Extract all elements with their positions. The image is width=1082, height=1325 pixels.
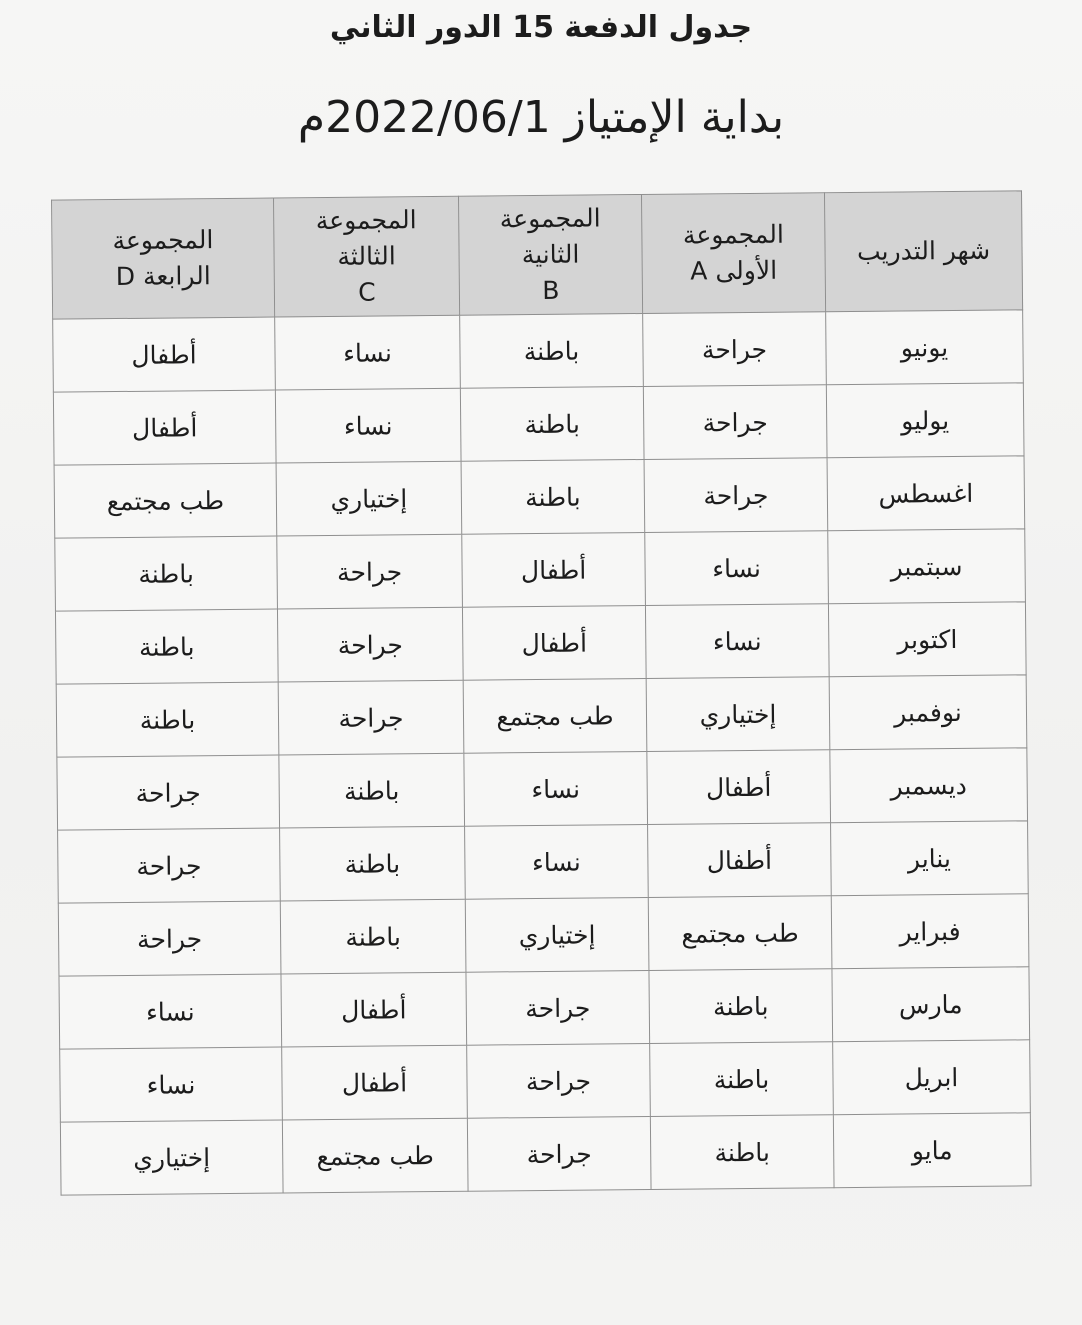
group-b-cell: جراحة <box>467 1043 651 1118</box>
group-a-cell: طب مجتمع <box>648 896 832 971</box>
group-b-cell: باطنة <box>461 459 645 534</box>
group-d-cell: أطفال <box>53 317 276 392</box>
schedule-table-wrapper <box>52 190 1032 1194</box>
group-c-cell: جراحة <box>277 607 463 682</box>
header-text-line: C <box>358 277 376 307</box>
month-cell: يونيو <box>826 310 1024 385</box>
header-text-line: B <box>542 275 560 306</box>
table-row <box>57 748 1028 830</box>
group-b-cell: باطنة <box>460 386 644 461</box>
header-text-line: شهر التدريب <box>856 235 991 266</box>
month-cell: اغسطس <box>827 456 1025 531</box>
table-row <box>55 602 1026 684</box>
group-d-cell: باطنة <box>55 609 278 684</box>
group-c-cell: باطنة <box>280 899 466 974</box>
header-text-line: الثانية <box>521 239 580 270</box>
month-cell: سبتمبر <box>828 529 1026 604</box>
group-c-cell: أطفال <box>282 1045 468 1120</box>
group-d-cell: نساء <box>59 974 282 1049</box>
group-b-cell: إختياري <box>465 897 649 972</box>
group-a-cell: نساء <box>645 604 829 679</box>
group-c-cell: نساء <box>275 315 461 390</box>
group-d-cell: جراحة <box>58 828 281 903</box>
group-a-cell: باطنة <box>649 969 833 1044</box>
group-b-cell: أطفال <box>462 532 646 607</box>
table-row <box>55 529 1026 611</box>
group-b-cell: باطنة <box>460 313 644 388</box>
month-cell: مارس <box>832 967 1030 1042</box>
group-a-cell: أطفال <box>647 750 831 825</box>
group-b-cell: أطفال <box>462 605 646 680</box>
table-row <box>53 310 1024 392</box>
schedule-table-header <box>52 191 1023 319</box>
table-row <box>58 894 1029 976</box>
month-cell: مايو <box>833 1113 1031 1188</box>
group-a-cell: جراحة <box>643 312 827 387</box>
group-a-cell: باطنة <box>650 1042 834 1117</box>
group-d-cell: نساء <box>60 1047 283 1122</box>
group-a-cell: باطنة <box>650 1115 834 1190</box>
header-text-line: المجموعة <box>499 203 601 233</box>
month-cell: يناير <box>831 821 1029 896</box>
group-c-cell: جراحة <box>278 680 464 755</box>
internship-start-date: بداية الإمتياز 2022/06/1م <box>297 92 785 143</box>
month-cell: اكتوبر <box>828 602 1026 677</box>
header-text-line: المجموعة <box>112 224 214 255</box>
group-c-cell: باطنة <box>279 753 465 828</box>
header-text-line: المجموعة <box>682 219 784 250</box>
table-row <box>53 383 1024 465</box>
group-a-cell: جراحة <box>643 385 827 460</box>
group-d-cell: جراحة <box>57 755 280 830</box>
group-c-cell: طب مجتمع <box>282 1118 468 1193</box>
group-d-cell: باطنة <box>56 682 279 757</box>
group-b-cell: جراحة <box>467 1116 651 1191</box>
schedule-table-body <box>53 310 1031 1195</box>
table-row <box>59 967 1030 1049</box>
group-d-cell: إختياري <box>60 1120 283 1195</box>
header-text-line: الثالثة <box>337 241 396 271</box>
group-c-cell: باطنة <box>280 826 466 901</box>
month-cell: نوفمبر <box>829 675 1027 750</box>
header-text-line: الأولى A <box>690 255 778 286</box>
group-b-cell: جراحة <box>466 970 650 1045</box>
table-row <box>56 675 1027 757</box>
month-cell: ابريل <box>833 1040 1031 1115</box>
table-row <box>54 456 1025 538</box>
month-cell: يوليو <box>826 383 1024 458</box>
group-c-cell: أطفال <box>281 972 467 1047</box>
group-b-cell: طب مجتمع <box>463 678 647 753</box>
table-row <box>60 1040 1031 1122</box>
group-d-cell: طب مجتمع <box>54 463 277 538</box>
month-cell: فبراير <box>831 894 1029 969</box>
table-row <box>58 821 1029 903</box>
group-c-cell: نساء <box>275 388 461 463</box>
header-group-d <box>52 198 275 319</box>
group-a-cell: نساء <box>645 531 829 606</box>
group-a-cell: جراحة <box>644 458 828 533</box>
month-cell: ديسمبر <box>830 748 1028 823</box>
header-row <box>52 191 1023 319</box>
header-group-c <box>274 196 460 317</box>
group-c-cell: إختياري <box>276 461 462 536</box>
header-group-a <box>642 193 826 314</box>
header-training-month <box>824 191 1022 312</box>
group-d-cell: باطنة <box>55 536 278 611</box>
schedule-table <box>51 190 1032 1195</box>
group-b-cell: نساء <box>464 751 648 826</box>
group-a-cell: أطفال <box>648 823 832 898</box>
header-group-b <box>459 194 643 315</box>
header-text-line: الرابعة D <box>115 261 211 292</box>
document-title: جدول الدفعة 15 الدور الثاني <box>329 10 753 45</box>
group-a-cell: إختياري <box>646 677 830 752</box>
header-text-line: المجموعة <box>315 204 417 235</box>
group-d-cell: جراحة <box>58 901 281 976</box>
table-row <box>60 1113 1031 1195</box>
group-d-cell: أطفال <box>53 390 276 465</box>
group-c-cell: جراحة <box>277 534 463 609</box>
group-b-cell: نساء <box>465 824 649 899</box>
